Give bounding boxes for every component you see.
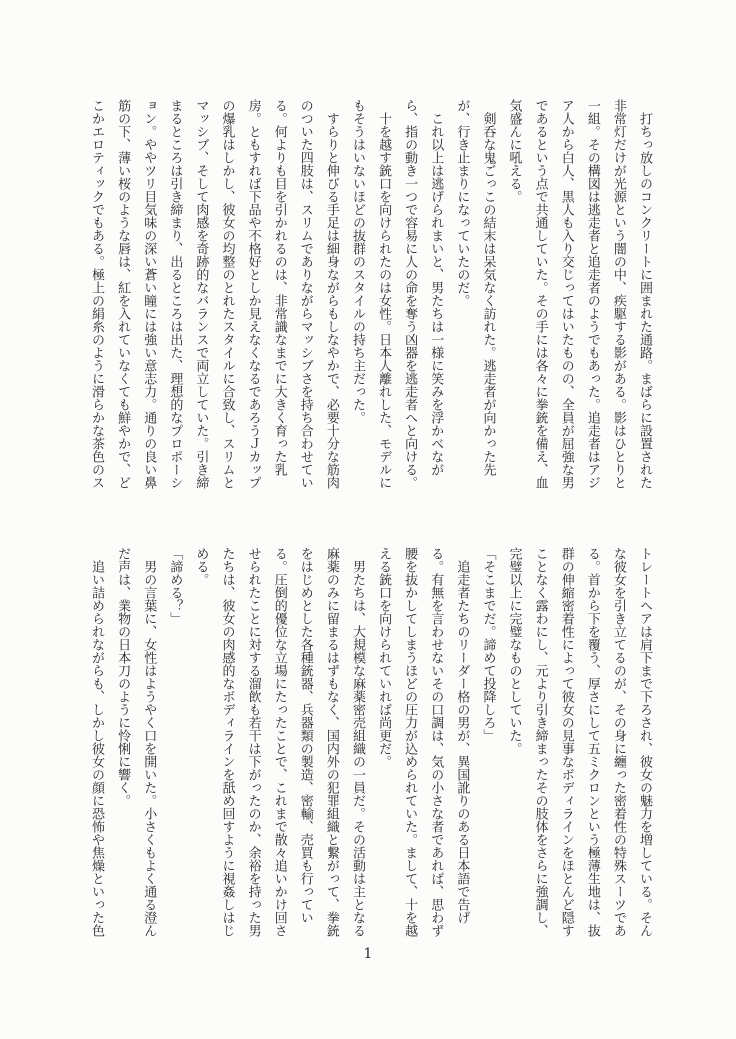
text-column: 男たちは、大規模な麻薬密売組織の一員だ。その活動は主となる [349, 547, 365, 937]
text-column: が、行き止まりになっていたのだ。 [454, 99, 470, 307]
text-column: まるところは引き締まり、出るところは出た、理想的なプロポーシ [167, 99, 183, 489]
text-column: な彼女を引き立てるのが、その身に纏った密着性の特殊スーツであ [610, 547, 626, 937]
text-column: をはじめとした各種銃器、兵器類の製造、密輸、売買も行ってい [297, 547, 313, 924]
text-column: ことなく露わにし、元より引き締まったその肢体をさらに強調し、 [532, 547, 548, 937]
text-column: る。圧倒的優位な立場にたったことで、これまで散々追いかけ回さ [271, 547, 287, 937]
page-number: 1 [363, 946, 373, 962]
text-column: たちは、彼女の肉感的なボディラインを舐め回すように視姦しはじ [219, 547, 235, 937]
text-column: の爆乳はしかし、彼女の均整のとれたスタイルに合致し、スリムと [219, 99, 235, 489]
text-column: マッシブ、そして肉感を奇跡的なバランスで両立していた。引き締 [193, 99, 209, 489]
text-column: 非常灯だけが光源という闇の中、疾駆する影がある。影はひとりと [610, 99, 626, 489]
lower-text-block [83, 547, 657, 939]
text-column: 打ちっ放しのコンクリートに囲まれた通路。まばらに設置された [637, 99, 652, 489]
text-column: 気盛んに吼える。 [506, 99, 522, 203]
text-column: ら、指の動き一つで容易に人の命を奪う凶器を逃走者へと向ける。 [402, 99, 418, 489]
text-column: る。首から下を覆う、厚さにして五ミクロンという極薄生地は、抜 [584, 547, 600, 937]
upper-text-block [83, 99, 657, 491]
text-column: であるという点で共通していた。その手には各々に拳銃を備え、血 [532, 99, 548, 489]
text-column: 追走者たちのリーダー格の男が、異国訛りのある日本語で告げ [454, 547, 470, 924]
text-column: トレートヘアは肩下まで下ろされ、彼女の魅力を増している。そん [637, 547, 652, 937]
text-column: る。何よりも目を引かれるのは、非常識なまでに大きく育った乳 [271, 99, 287, 476]
text-column: 男の言葉に、女性はようやく口を開いた。小さくもよく通る澄ん [141, 547, 157, 937]
text-column: 筋の下、薄い桜のような唇は、紅を入れていなくても鮮やかで、ど [115, 99, 131, 489]
text-column: のついた四肢は、スリムでありながらマッシブさを持ち合わせてい [297, 99, 313, 489]
text-column: もそうはいないほどの抜群のスタイルの持ち主だった。 [349, 99, 365, 424]
text-column: 房。ともすれば下品や不格好としか見えなくなるであろうＪカップ [245, 99, 261, 489]
text-column: 群の伸縮密着性によって彼女の見事なボディラインをほとんど隠す [558, 547, 574, 937]
text-column: ア人から白人、黒人も入り交じってはいたものの、全員が屈強な男 [558, 99, 574, 489]
text-column: 完璧以上に完璧なものとしていた。 [506, 547, 522, 755]
text-column: ョン。ややツリ目気味の深い蒼い瞳には強い意志力。通りの良い鼻 [141, 99, 157, 489]
text-column: 追い詰められながらも、しかし彼女の顔に恐怖や焦燥といった色 [89, 547, 105, 937]
text-column: 剣呑な鬼ごっこの結末は呆気なく訪れた。逃走者が向かった先 [480, 99, 496, 476]
text-column: せられたことに対する溜飲も若干は下がったのか、余裕を持った男 [245, 547, 261, 937]
text-column: 腰を抜かしてしまうほどの圧力が込められていた。まして、十を越 [402, 547, 418, 937]
text-column: これ以上は逃げられまいと、男たちは一様に笑みを浮かべなが [428, 99, 444, 476]
text-column: 麻薬のみに留まるはずもなく、国内外の犯罪組織と繋がって、拳銃 [323, 547, 339, 937]
text-column: 一組。その構図は逃走者と追走者のようでもあった。追走者はアジ [584, 99, 600, 489]
text-column: える銃口を向けられていれば尚更だ。 [376, 547, 392, 768]
text-column: すらりと伸びる手足は細身ながらもしなやかで、必要十分な筋肉 [323, 99, 339, 489]
text-column: める。 [193, 547, 209, 586]
text-column: 十を越す銃口を向けられたのは女性。日本人離れした、モデルに [376, 99, 392, 489]
text-column: だ声は、業物の日本刀のように怜悧に響く。 [115, 547, 131, 807]
text-column: こかエロティックでもある。極上の絹糸のように滑らかな茶色のス [89, 99, 105, 489]
text-column: 「諦める？」 [167, 547, 183, 625]
text-column: 「そこまでだ。諦めて投降しろ」 [480, 547, 496, 742]
text-column: る。有無を言わせないその口調は、気の小さな者であれば、思わず [428, 547, 444, 937]
